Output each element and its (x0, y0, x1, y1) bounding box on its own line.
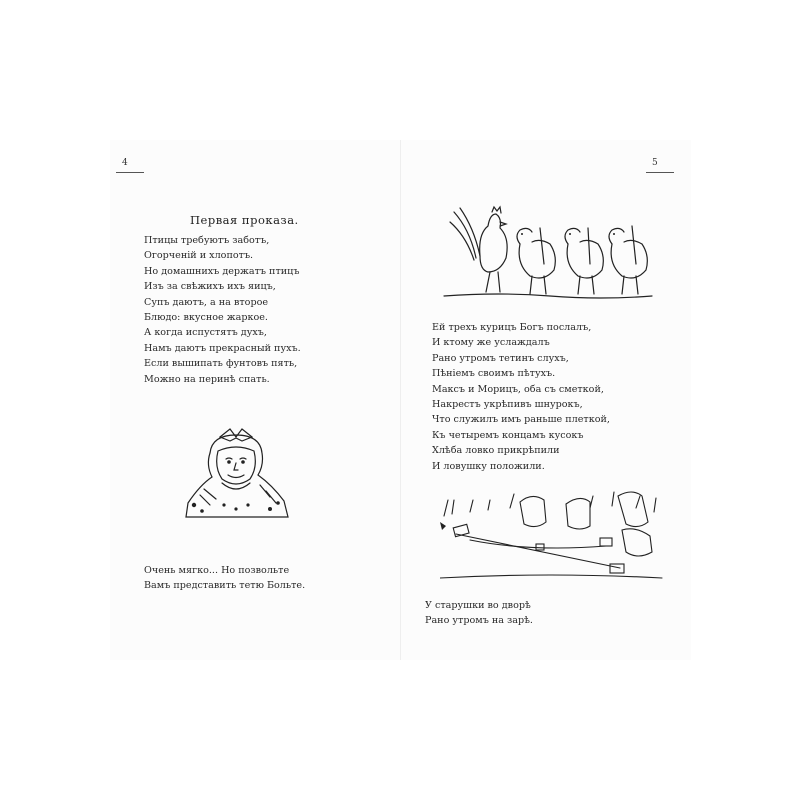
verse-line: Блюдо: вкусное жаркое. (144, 312, 268, 324)
chapter-title: Первая проказа. (190, 213, 299, 227)
verse-line: Птицы требуютъ заботъ, (144, 235, 270, 246)
verse-line: Что служилъ имъ раньше плеткой, (432, 414, 610, 426)
verse-line: Намъ даютъ прекрасный пухъ. (144, 342, 301, 354)
verse-line: Огорченій и хлопотъ. (144, 250, 254, 262)
verse-line: Максъ и Морицъ, оба съ сметкой, (432, 383, 604, 395)
page-number-right: 5 (652, 158, 658, 168)
header-rule-left (116, 172, 144, 173)
verse-line: И ктому же услаждалъ (432, 337, 550, 349)
verse-line: Рано утромъ на зарѣ. (425, 615, 533, 627)
old-woman-illustration (180, 425, 295, 520)
verse-line: Очень мягко... Но позвольте (144, 565, 290, 576)
page-number-left: 4 (122, 158, 128, 168)
trap-illustration (440, 482, 665, 582)
verse-line: Если вышипать фунтовъ пять, (144, 358, 298, 370)
verse-line: Пѣніемъ своимъ пѣтухъ. (432, 368, 556, 380)
verse-right-1 (432, 320, 610, 474)
verse-line: Изъ за свѣжихъ ихъ яицъ, (144, 281, 276, 293)
verse-line: Можно на перинѣ спать. (144, 373, 270, 385)
verse-line: Хлѣба ловко прикрѣпили (432, 445, 560, 457)
verse-line: Но домашнихъ держатъ птицъ (144, 265, 300, 277)
verse-line: Накрестъ укрѣпивъ шнурокъ, (432, 399, 583, 411)
rooster-and-hens-illustration (440, 200, 655, 305)
verse-line: И ловушку положили. (432, 460, 545, 472)
verse-line: Супъ даютъ, а на второе (144, 296, 269, 308)
verse-right-2 (425, 598, 533, 629)
verse-line: Ей трехъ курицъ Богъ послалъ, (432, 322, 592, 333)
verse-line: Рано утромъ тетинъ слухъ, (432, 352, 569, 364)
verse-line: Къ четыремъ концамъ кусокъ (432, 429, 584, 441)
header-rule-right (646, 172, 674, 173)
verse-left-2 (144, 563, 305, 594)
verse-left-1 (144, 233, 301, 387)
verse-line: Вамъ представить тетю Больте. (144, 580, 306, 592)
verse-line: У старушки во дворѣ (425, 600, 531, 611)
verse-line: А когда испустятъ духъ, (144, 327, 267, 339)
